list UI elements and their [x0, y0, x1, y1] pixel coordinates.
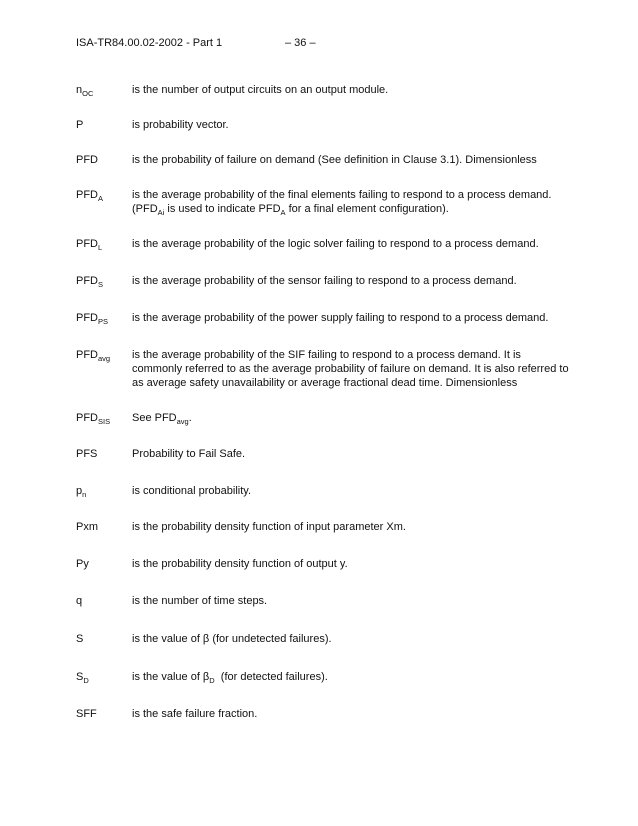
term: $PFD_L$ [76, 238, 103, 252]
page-header: ISA-TR84.00.02-2002 - Part 1 [76, 37, 223, 49]
term: $PFD_{avg}$ [76, 349, 111, 363]
description: is the probability density function of input parameter Xm. [132, 521, 406, 533]
term: $PFD_A$ [76, 189, 104, 203]
term: S [76, 633, 84, 645]
description: is probability vector. [132, 119, 229, 131]
term: $PFD_S$ [76, 275, 104, 289]
term: $PFD_{PS}$ [76, 312, 109, 326]
description: is the number of time steps. [132, 595, 268, 607]
term: $p_n$ [76, 485, 87, 499]
description: is the number of output circuits on an output module. [132, 84, 389, 96]
description: is the average probability of the sensor failing to respond to a process demand. [132, 275, 517, 287]
description: See $PFD_{avg}$. [132, 412, 192, 426]
term: P [76, 119, 84, 131]
description: is conditional probability. [132, 485, 252, 497]
description: is the value of β (for undetected failures). [132, 633, 332, 645]
description: is the probability density function of output y. [132, 558, 348, 570]
description: is the average probability of the logic solver failing to respond to a process demand. [132, 238, 539, 250]
description: is the average probability of the power supply failing to respond to a process demand. [132, 312, 549, 324]
term: SFF [76, 708, 97, 720]
term: PFD [76, 154, 98, 166]
term: Pxm [76, 521, 98, 533]
term: $S_D$ [76, 671, 89, 685]
term: $PFD_{SIS}$ [76, 412, 111, 426]
term: Py [76, 558, 89, 570]
description: is the probability of failure on demand (See definition in Clause 3.1). Dimensionless [132, 154, 537, 166]
description: is the average probability of the final elements failing to respond to a process demand. ($PFD_{Ai}$ is used to indicate $PFD_A$ for a final element configuration). [132, 189, 552, 217]
description: is the average probability of the SIF failing to respond to a process demand. It is commonly referred to as the average probability of failure on demand. It is also referred to as average safety unavailability or average fractional dead time. Dimensionless [132, 349, 569, 389]
description: is the value of $\beta_D$ (for detected failures). [132, 671, 328, 685]
description: Probability to Fail Safe. [132, 448, 246, 460]
description: is the safe failure fraction. [132, 708, 258, 720]
term: $n_{OC}$ [76, 84, 94, 98]
term: q [76, 595, 83, 607]
term: PFS [76, 448, 98, 460]
page-number: – 36 – [285, 37, 316, 49]
